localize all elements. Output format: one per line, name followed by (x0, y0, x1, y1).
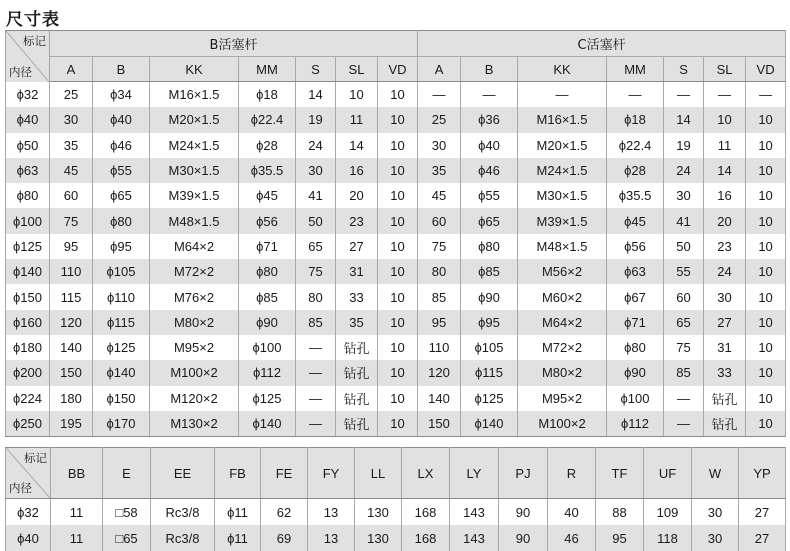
table-row (6, 499, 786, 526)
table-cell: 11 (704, 133, 746, 158)
table-cell: M80×2 (518, 360, 607, 385)
table-cell: ϕ100 (607, 386, 664, 411)
table-cell: M24×1.5 (150, 133, 239, 158)
table-cell: ϕ112 (607, 411, 664, 437)
table-cell: 33 (704, 360, 746, 385)
table-cell: ϕ125 (239, 386, 296, 411)
table-cell: ϕ95 (461, 310, 518, 335)
table-cell: 60 (50, 183, 93, 208)
table-cell: 90 (499, 525, 548, 551)
column-header: W (692, 448, 739, 499)
table-cell: M48×1.5 (518, 234, 607, 259)
table-row (6, 183, 786, 208)
dimension-table-rods (5, 30, 786, 437)
table-cell: 65 (296, 234, 336, 259)
table-cell: 10 (746, 234, 786, 259)
table-cell: 35 (336, 310, 378, 335)
table-cell: 钻孔 (704, 411, 746, 437)
column-header: R (548, 448, 596, 499)
table-cell: 45 (50, 158, 93, 183)
column-header: FE (261, 448, 308, 499)
table-cell: 140 (418, 386, 461, 411)
table-cell: — (607, 82, 664, 108)
table-cell: 10 (746, 183, 786, 208)
table-cell: 143 (450, 499, 499, 526)
column-header: A (418, 57, 461, 82)
table-cell: 41 (664, 208, 704, 233)
table-cell: 10 (746, 310, 786, 335)
corner-header (6, 31, 50, 82)
column-header: KK (150, 57, 239, 82)
bore-size-cell: ϕ180 (6, 335, 50, 360)
table-cell: ϕ56 (607, 234, 664, 259)
table-cell: 80 (418, 259, 461, 284)
table-cell: 11 (51, 499, 103, 526)
table-cell: 10 (746, 259, 786, 284)
table-cell: 50 (664, 234, 704, 259)
table-cell: — (296, 386, 336, 411)
table-cell: 钻孔 (336, 335, 378, 360)
table-cell: ϕ40 (93, 107, 150, 132)
table-cell: 19 (296, 107, 336, 132)
table-cell: — (296, 360, 336, 385)
table-cell: 30 (692, 499, 739, 526)
table-cell: ϕ140 (93, 360, 150, 385)
table-cell: ϕ100 (239, 335, 296, 360)
table-cell: 27 (336, 234, 378, 259)
table-cell: — (664, 386, 704, 411)
table-cell: 10 (746, 107, 786, 132)
table-cell: ϕ11 (215, 525, 261, 551)
column-header: S (296, 57, 336, 82)
table-cell: 110 (50, 259, 93, 284)
table-cell: 14 (336, 133, 378, 158)
table-cell: ϕ90 (607, 360, 664, 385)
bore-size-cell: ϕ63 (6, 158, 50, 183)
table-cell: 30 (296, 158, 336, 183)
table-cell: ϕ110 (93, 284, 150, 309)
table-row (6, 360, 786, 385)
table-cell: 10 (378, 386, 418, 411)
bore-size-cell: ϕ40 (6, 525, 51, 551)
table-cell: M20×1.5 (518, 133, 607, 158)
table-cell: M56×2 (518, 259, 607, 284)
table-cell: 46 (548, 525, 596, 551)
table-cell: M95×2 (150, 335, 239, 360)
table-cell: 35 (50, 133, 93, 158)
table-cell: 10 (746, 360, 786, 385)
table-cell: ϕ46 (461, 158, 518, 183)
table-cell: 30 (418, 133, 461, 158)
column-header: SL (704, 57, 746, 82)
table-cell: 27 (704, 310, 746, 335)
table-cell: 10 (378, 133, 418, 158)
corner-label-bore: 内径 (9, 481, 32, 495)
table-cell: 10 (378, 82, 418, 108)
table-cell: 16 (704, 183, 746, 208)
table-cell: ϕ115 (461, 360, 518, 385)
table-cell: 10 (704, 107, 746, 132)
table-row (6, 259, 786, 284)
column-header: VD (746, 57, 786, 82)
table-cell: 168 (402, 525, 450, 551)
column-header: LL (355, 448, 402, 499)
table-cell: ϕ150 (93, 386, 150, 411)
table-cell: — (664, 411, 704, 437)
table-cell: 20 (336, 183, 378, 208)
table-cell: 20 (704, 208, 746, 233)
table-cell: 30 (664, 183, 704, 208)
table-cell: — (518, 82, 607, 108)
table-cell: ϕ115 (93, 310, 150, 335)
table-cell: 95 (418, 310, 461, 335)
corner-header (6, 448, 51, 499)
table-cell: 钻孔 (336, 411, 378, 437)
table-cell: ϕ140 (461, 411, 518, 437)
table-cell: ϕ40 (461, 133, 518, 158)
column-header: FY (308, 448, 355, 499)
table-cell: 10 (378, 259, 418, 284)
table-cell: 88 (596, 499, 644, 526)
bore-size-cell: ϕ200 (6, 360, 50, 385)
table-cell: ϕ36 (461, 107, 518, 132)
table-row (6, 158, 786, 183)
column-header: UF (644, 448, 692, 499)
table-cell: ϕ45 (239, 183, 296, 208)
table-row (6, 411, 786, 437)
table-cell: M130×2 (150, 411, 239, 437)
table-cell: M30×1.5 (150, 158, 239, 183)
table-cell: 钻孔 (704, 386, 746, 411)
column-header: FB (215, 448, 261, 499)
table-row (6, 335, 786, 360)
table-cell: 168 (402, 499, 450, 526)
column-header: YP (739, 448, 786, 499)
table-cell: 118 (644, 525, 692, 551)
table-cell: 25 (418, 107, 461, 132)
table-cell: ϕ90 (239, 310, 296, 335)
group-header-b-rod: B活塞杆 (50, 31, 418, 57)
table-cell: 75 (50, 208, 93, 233)
table-cell: 69 (261, 525, 308, 551)
table-cell: ϕ63 (607, 259, 664, 284)
table-cell: 11 (336, 107, 378, 132)
table-cell: ϕ105 (93, 259, 150, 284)
column-header: BB (51, 448, 103, 499)
table-cell: M24×1.5 (518, 158, 607, 183)
table-cell: ϕ46 (93, 133, 150, 158)
bore-size-cell: ϕ100 (6, 208, 50, 233)
table-cell: M72×2 (150, 259, 239, 284)
table-cell: ϕ80 (93, 208, 150, 233)
table-cell: M16×1.5 (518, 107, 607, 132)
table-cell: M80×2 (150, 310, 239, 335)
column-header: S (664, 57, 704, 82)
table-cell: — (418, 82, 461, 108)
table-cell: 85 (664, 360, 704, 385)
table-row (6, 133, 786, 158)
page-title: 尺寸表 (6, 10, 60, 30)
table-cell: 23 (704, 234, 746, 259)
bore-size-cell: ϕ80 (6, 183, 50, 208)
table-cell: ϕ85 (239, 284, 296, 309)
table-cell: 10 (746, 284, 786, 309)
table-cell: ϕ125 (461, 386, 518, 411)
table-cell: ϕ18 (239, 82, 296, 108)
table-cell: 10 (378, 335, 418, 360)
table-cell: 35 (418, 158, 461, 183)
table-cell: 130 (355, 499, 402, 526)
table-cell: □58 (103, 499, 151, 526)
table-cell: ϕ125 (93, 335, 150, 360)
table-cell: 30 (50, 107, 93, 132)
table-cell: M64×2 (150, 234, 239, 259)
column-header: KK (518, 57, 607, 82)
table-cell: M100×2 (518, 411, 607, 437)
table-cell: M100×2 (150, 360, 239, 385)
table-cell: 95 (596, 525, 644, 551)
table-cell: 10 (336, 82, 378, 108)
table-cell: 130 (355, 525, 402, 551)
table-cell: ϕ56 (239, 208, 296, 233)
table-cell: ϕ35.5 (607, 183, 664, 208)
table-cell: 24 (296, 133, 336, 158)
table-cell: 24 (664, 158, 704, 183)
table-cell: 10 (746, 158, 786, 183)
column-header: TF (596, 448, 644, 499)
table-cell: M60×2 (518, 284, 607, 309)
table-cell: 10 (378, 158, 418, 183)
column-header: SL (336, 57, 378, 82)
table-cell: — (296, 411, 336, 437)
table-cell: 14 (664, 107, 704, 132)
table-cell: M39×1.5 (518, 208, 607, 233)
bore-size-cell: ϕ250 (6, 411, 50, 437)
table-cell: 120 (418, 360, 461, 385)
column-header: EE (151, 448, 215, 499)
table-cell: 10 (746, 335, 786, 360)
table-cell: 75 (418, 234, 461, 259)
table-cell: ϕ90 (461, 284, 518, 309)
table-cell: ϕ34 (93, 82, 150, 108)
table-row (6, 234, 786, 259)
table-cell: — (664, 82, 704, 108)
table-cell: ϕ80 (461, 234, 518, 259)
table-cell: ϕ35.5 (239, 158, 296, 183)
table-row (6, 386, 786, 411)
table-cell: ϕ170 (93, 411, 150, 437)
corner-label-mark: 标记 (24, 451, 47, 465)
table-cell: 62 (261, 499, 308, 526)
corner-label-mark: 标记 (23, 34, 46, 48)
table-cell: ϕ112 (239, 360, 296, 385)
table-cell: M30×1.5 (518, 183, 607, 208)
table-cell: 16 (336, 158, 378, 183)
column-header: VD (378, 57, 418, 82)
table-cell: ϕ85 (461, 259, 518, 284)
table-cell: 10 (746, 208, 786, 233)
table-cell: ϕ28 (239, 133, 296, 158)
column-header: B (461, 57, 518, 82)
table-cell: 40 (548, 499, 596, 526)
table-cell: ϕ105 (461, 335, 518, 360)
table-cell: 钻孔 (336, 386, 378, 411)
table-row (6, 525, 786, 551)
table-cell: — (746, 82, 786, 108)
column-header: MM (607, 57, 664, 82)
table-cell: 14 (704, 158, 746, 183)
table-cell: 80 (296, 284, 336, 309)
table-cell: □65 (103, 525, 151, 551)
table-cell: 19 (664, 133, 704, 158)
bore-size-cell: ϕ160 (6, 310, 50, 335)
column-header: MM (239, 57, 296, 82)
table-cell: 27 (739, 525, 786, 551)
table-row (6, 284, 786, 309)
table-cell: 23 (336, 208, 378, 233)
table-cell: ϕ22.4 (607, 133, 664, 158)
table-separator (5, 438, 785, 447)
table-cell: 10 (378, 234, 418, 259)
table-cell: 30 (704, 284, 746, 309)
table-cell: 85 (296, 310, 336, 335)
bore-size-cell: ϕ224 (6, 386, 50, 411)
table-cell: 50 (296, 208, 336, 233)
table-cell: ϕ28 (607, 158, 664, 183)
table-cell: 31 (704, 335, 746, 360)
column-header: LX (402, 448, 450, 499)
table-cell: ϕ55 (461, 183, 518, 208)
table-cell: M120×2 (150, 386, 239, 411)
table-cell: ϕ67 (607, 284, 664, 309)
bore-size-cell: ϕ140 (6, 259, 50, 284)
table-cell: 75 (664, 335, 704, 360)
table-cell: M64×2 (518, 310, 607, 335)
table-cell: 24 (704, 259, 746, 284)
table-cell: 13 (308, 499, 355, 526)
table-cell: 10 (378, 183, 418, 208)
table-cell: 115 (50, 284, 93, 309)
bore-size-cell: ϕ32 (6, 499, 51, 526)
table-cell: 27 (739, 499, 786, 526)
table-cell: M20×1.5 (150, 107, 239, 132)
table-cell: 75 (296, 259, 336, 284)
table-cell: 55 (664, 259, 704, 284)
table-cell: 140 (50, 335, 93, 360)
table-cell: ϕ22.4 (239, 107, 296, 132)
table-cell: 90 (499, 499, 548, 526)
table-cell: 110 (418, 335, 461, 360)
table-cell: ϕ65 (461, 208, 518, 233)
bore-size-cell: ϕ40 (6, 107, 50, 132)
table-cell: 10 (378, 284, 418, 309)
table-cell: M76×2 (150, 284, 239, 309)
table-cell: 65 (664, 310, 704, 335)
table-cell: 85 (418, 284, 461, 309)
table-cell: M72×2 (518, 335, 607, 360)
table-cell: ϕ18 (607, 107, 664, 132)
table-cell: 143 (450, 525, 499, 551)
bore-size-cell: ϕ32 (6, 82, 50, 108)
table-cell: ϕ55 (93, 158, 150, 183)
table-cell: 120 (50, 310, 93, 335)
table-cell: 180 (50, 386, 93, 411)
table-cell: 10 (746, 133, 786, 158)
column-header: B (93, 57, 150, 82)
table-cell: 45 (418, 183, 461, 208)
table-cell: 109 (644, 499, 692, 526)
table-cell: ϕ45 (607, 208, 664, 233)
table-cell: 14 (296, 82, 336, 108)
table-row (6, 208, 786, 233)
table-cell: 13 (308, 525, 355, 551)
column-header: E (103, 448, 151, 499)
table-cell: 钻孔 (336, 360, 378, 385)
group-header-c-rod: C活塞杆 (418, 31, 786, 57)
table-cell: ϕ95 (93, 234, 150, 259)
corner-label-bore: 内径 (9, 64, 32, 79)
table-row (6, 310, 786, 335)
table-cell: M95×2 (518, 386, 607, 411)
dimension-table-mounting (5, 447, 786, 551)
table-cell: 33 (336, 284, 378, 309)
table-cell: 11 (51, 525, 103, 551)
table-cell: ϕ80 (607, 335, 664, 360)
table-cell: 10 (378, 360, 418, 385)
table-cell: 31 (336, 259, 378, 284)
table-cell: 150 (50, 360, 93, 385)
table-cell: M48×1.5 (150, 208, 239, 233)
table-cell: ϕ11 (215, 499, 261, 526)
table-cell: M39×1.5 (150, 183, 239, 208)
bore-size-cell: ϕ125 (6, 234, 50, 259)
table-cell: — (704, 82, 746, 108)
table-cell: 60 (664, 284, 704, 309)
table-cell: ϕ71 (607, 310, 664, 335)
table-cell: ϕ65 (93, 183, 150, 208)
bore-size-cell: ϕ150 (6, 284, 50, 309)
table-cell: 10 (378, 107, 418, 132)
table-cell: 10 (378, 411, 418, 437)
table-cell: 10 (746, 386, 786, 411)
table-cell: 150 (418, 411, 461, 437)
table-row (6, 107, 786, 132)
column-header: A (50, 57, 93, 82)
table-cell: ϕ80 (239, 259, 296, 284)
table-cell: 195 (50, 411, 93, 437)
table-cell: 60 (418, 208, 461, 233)
table-cell: 95 (50, 234, 93, 259)
table-cell: 30 (692, 525, 739, 551)
table-row (6, 82, 786, 108)
table-cell: — (296, 335, 336, 360)
table-cell: 10 (378, 310, 418, 335)
column-header: LY (450, 448, 499, 499)
table-cell: 10 (746, 411, 786, 437)
column-header: PJ (499, 448, 548, 499)
table-cell: 41 (296, 183, 336, 208)
table-cell: ϕ71 (239, 234, 296, 259)
table-cell: 25 (50, 82, 93, 108)
table-cell: M16×1.5 (150, 82, 239, 108)
bore-size-cell: ϕ50 (6, 133, 50, 158)
table-cell: Rc3/8 (151, 499, 215, 526)
table-cell: — (461, 82, 518, 108)
table-cell: Rc3/8 (151, 525, 215, 551)
table-cell: ϕ140 (239, 411, 296, 437)
table-cell: 10 (378, 208, 418, 233)
